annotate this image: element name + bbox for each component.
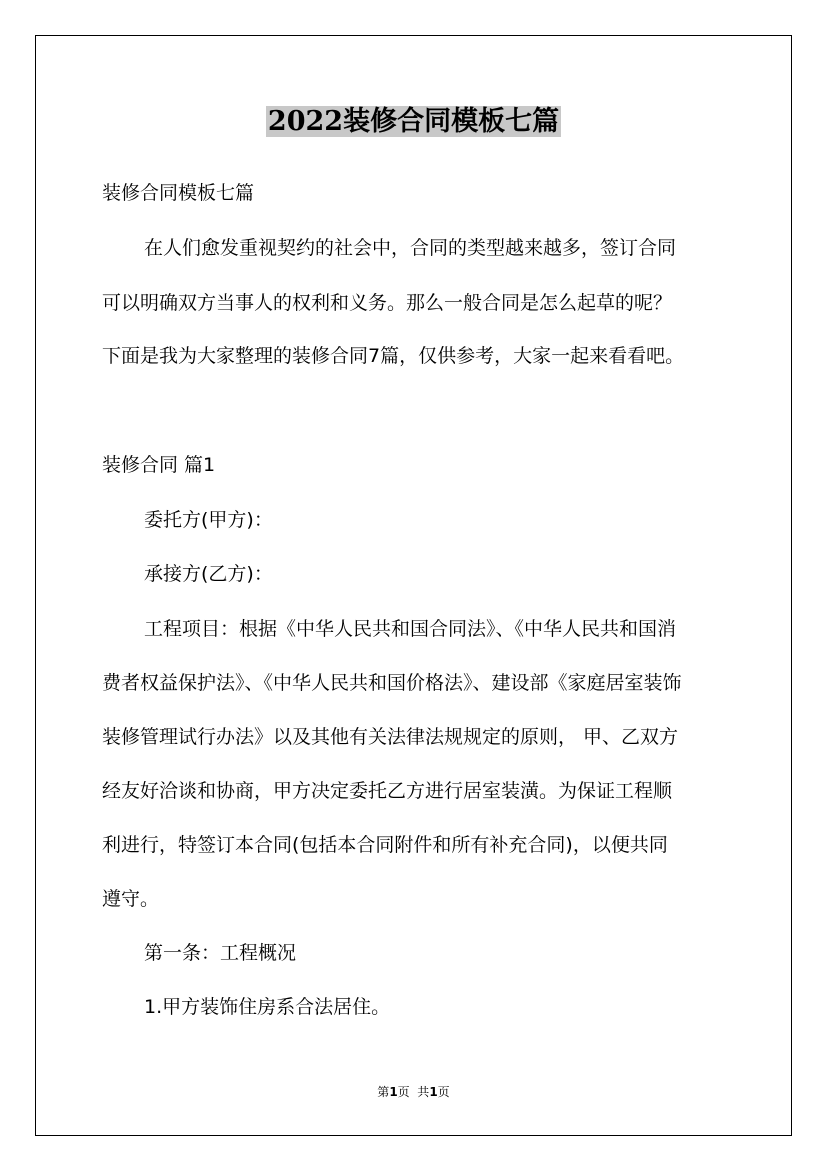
party-b-label: 承接方(乙方)：: [144, 563, 273, 585]
document-subtitle: 装修合同模板七篇: [102, 182, 255, 204]
intro-line: 下面是我为大家整理的装修合同7篇，仅供参考，大家一起来看看吧。: [102, 345, 685, 367]
document-title: [0, 103, 827, 141]
article-item: 1.甲方装饰住房系合法居住。: [144, 996, 391, 1018]
party-a-label: 委托方(甲方)：: [144, 509, 273, 531]
article-heading: 第一条：工程概况: [144, 942, 297, 964]
intro-line: 可以明确双方当事人的权利和义务。那么一般合同是怎么起草的呢？: [102, 292, 673, 314]
page-footer: [0, 1083, 827, 1100]
footer-text: 页 共: [397, 1085, 430, 1099]
intro-line: 在人们愈发重视契约的社会中，合同的类型越来越多，签订合同: [144, 237, 677, 259]
footer-text: 页: [437, 1085, 450, 1099]
footer-text: 第: [377, 1085, 390, 1099]
project-paragraph-line: 利进行，特签订本合同(包括本合同附件和所有补充合同)，以便共同: [102, 834, 668, 856]
project-paragraph-line: 装修管理试行办法》以及其他有关法律法规规定的原则， 甲、乙双方: [102, 726, 679, 748]
project-paragraph-line: 经友好洽谈和协商，甲方决定委托乙方进行居室装潢。为保证工程顺: [102, 780, 673, 802]
project-paragraph-line: 遵守。: [102, 888, 160, 910]
section-heading: 装修合同 篇1: [102, 454, 216, 476]
project-paragraph-line: 工程项目：根据《中华人民共和国合同法》、《中华人民共和国消: [144, 618, 677, 640]
document-title-text: 2022装修合同模板七篇: [267, 106, 560, 137]
footer-page-number: 1: [389, 1085, 398, 1099]
footer-page-total: 1: [429, 1085, 438, 1099]
project-paragraph-line: 费者权益保护法》、《中华人民共和国价格法》、建设部《家庭居室装饰: [102, 672, 682, 694]
